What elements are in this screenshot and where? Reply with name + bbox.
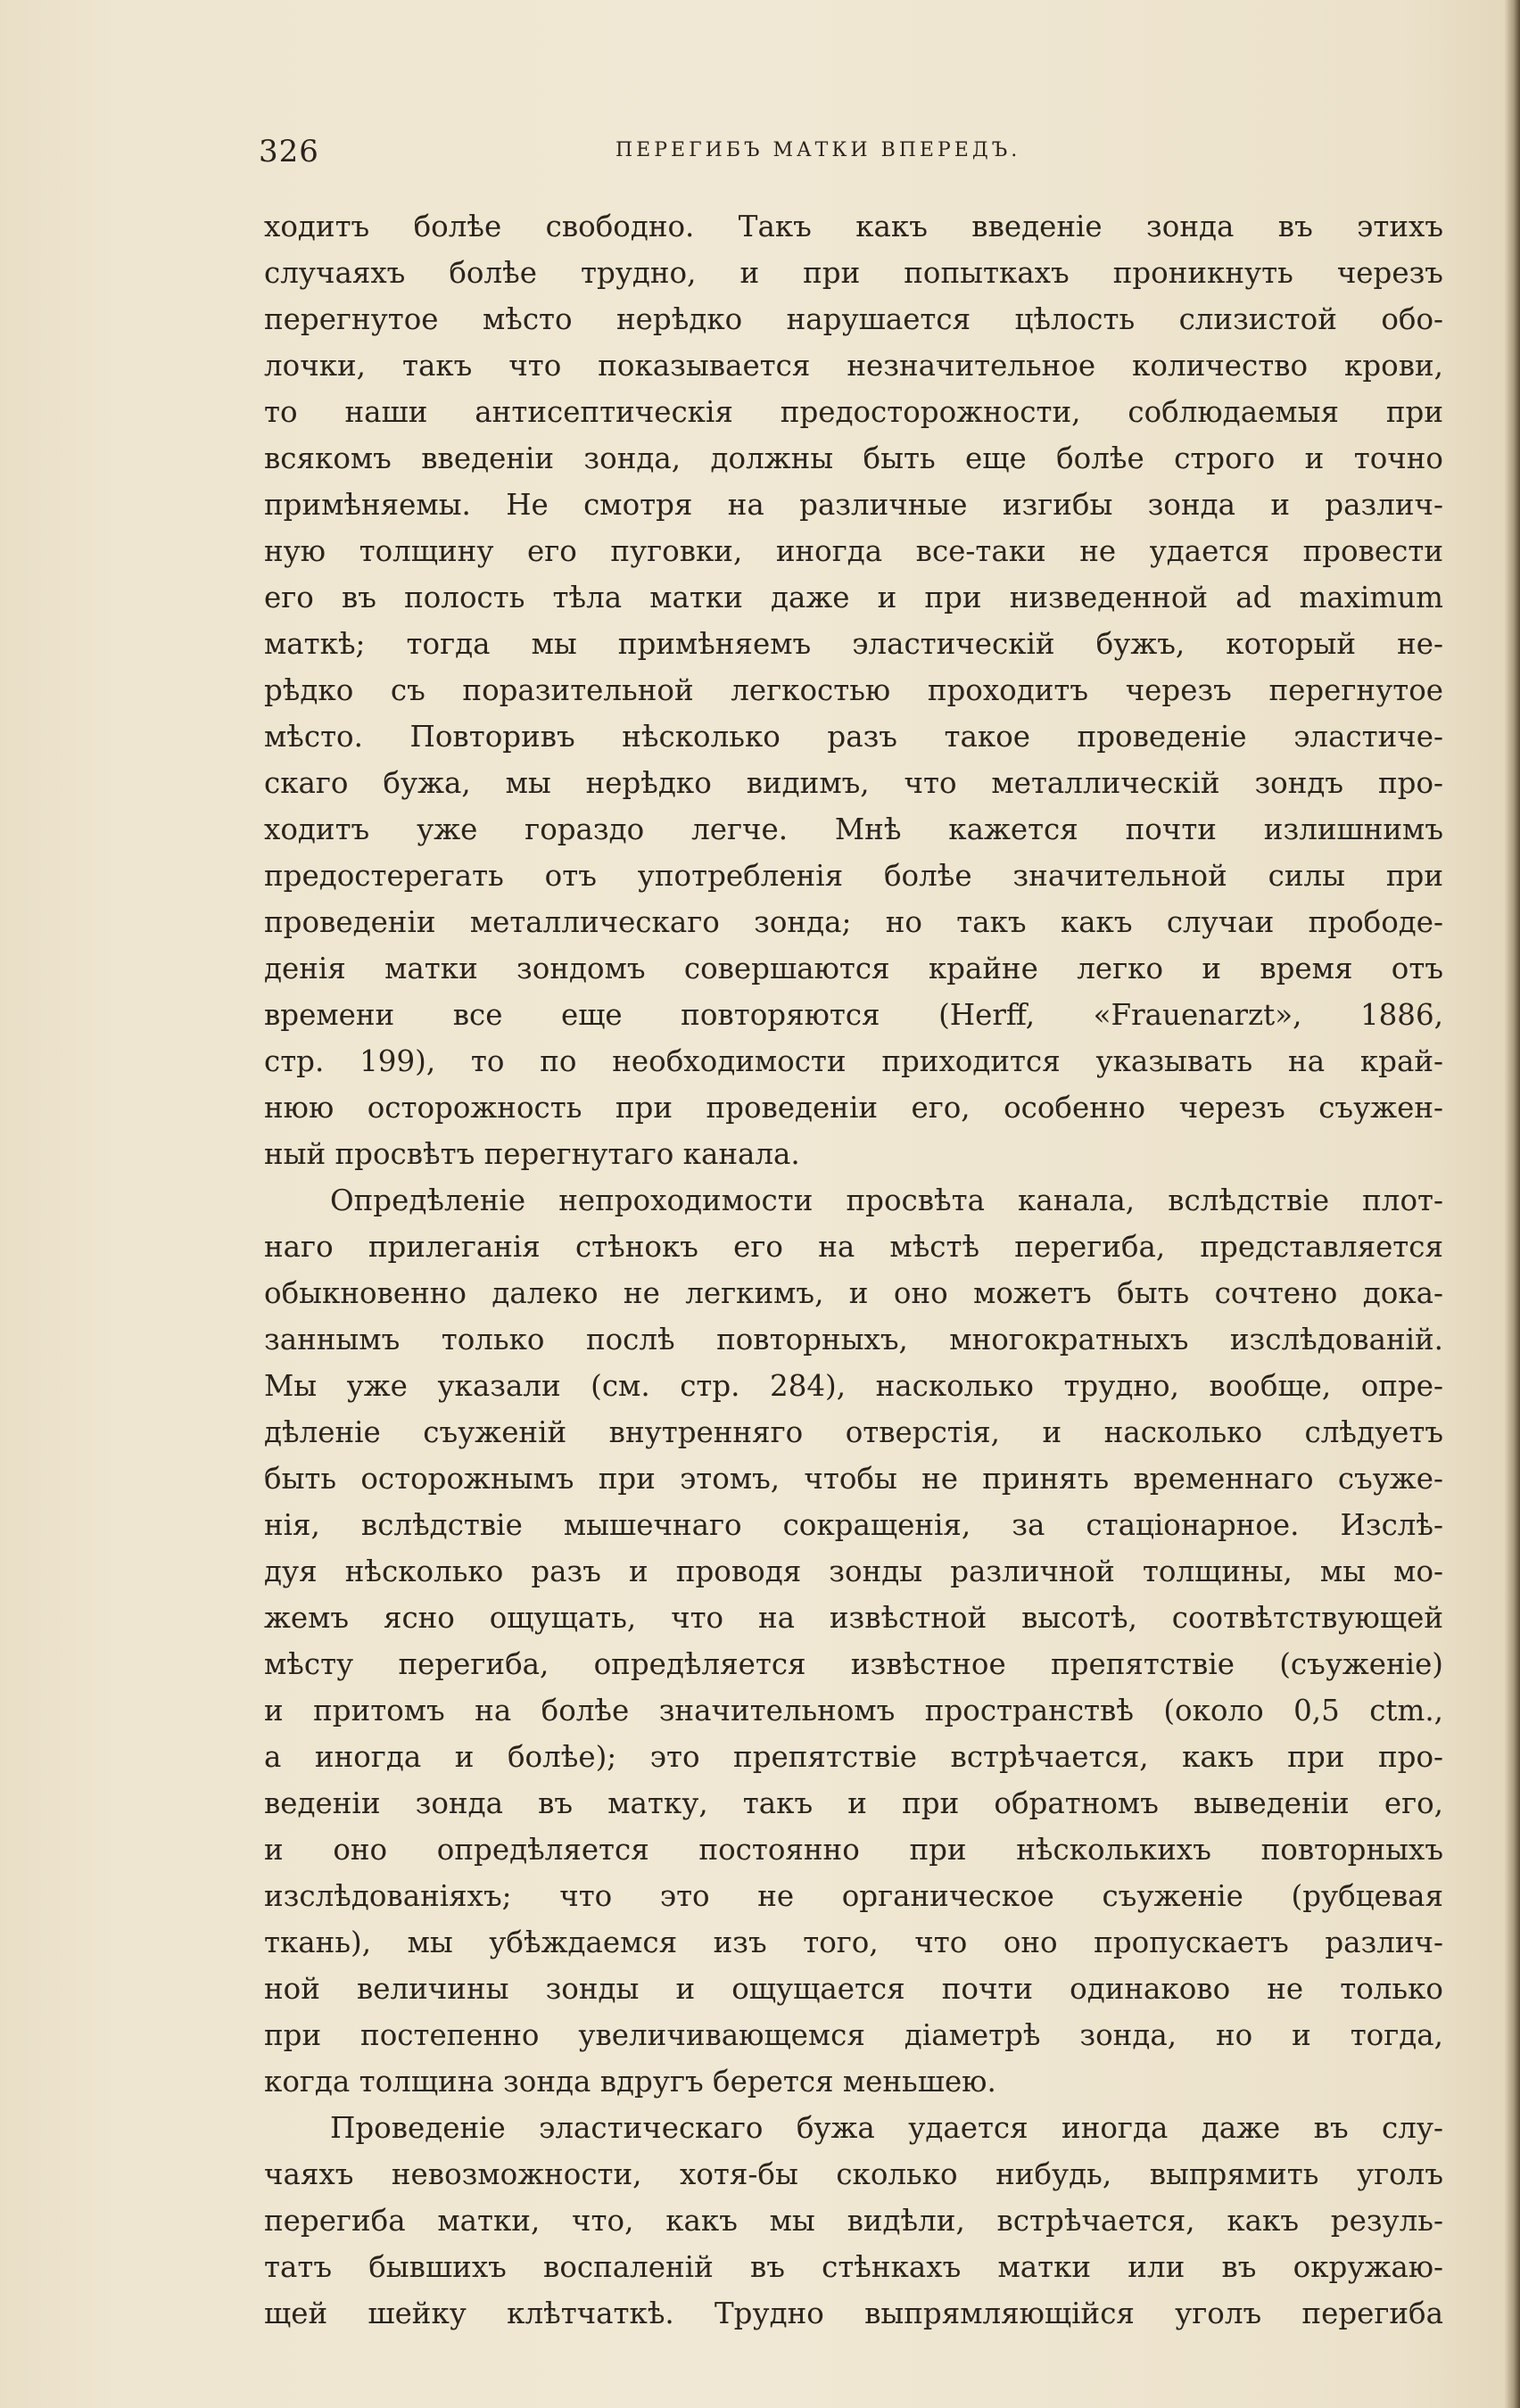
text-line: ную толщину его пуговки, иногда все-таки не удается провести (264, 534, 1443, 568)
text-line: жемъ ясно ощущать, что на извѣстной высотѣ, соотвѣтствующей (264, 1601, 1443, 1635)
text-line: маткѣ; тогда мы примѣняемъ эластическій бужъ, который не- (264, 627, 1443, 661)
text-line: времени все еще повторяются (Herff, «Frauenarzt», 1886, (264, 998, 1443, 1032)
text-line: Мы уже указали (см. стр. 284), насколько трудно, вообще, опре- (264, 1369, 1443, 1403)
text-line: ходитъ болѣе свободно. Такъ какъ введеніе зонда въ этихъ (264, 210, 1443, 243)
text-line: чаяхъ невозможности, хотя-бы сколько нибудь, выпрямить уголъ (264, 2157, 1443, 2191)
text-line: обыкновенно далеко не легкимъ, и оно можетъ быть сочтено дока- (264, 1276, 1443, 1310)
paragraph-start-line: Проведеніе эластическаго бужа удается иногда даже въ слу- (330, 2111, 1443, 2145)
text-line: ткань), мы убѣждаемся изъ того, что оно пропускаетъ различ- (264, 1926, 1443, 1959)
text-line: рѣдко съ поразительной легкостью проходитъ черезъ перегнутое (264, 673, 1443, 707)
text-line: дуя нѣсколько разъ и проводя зонды различной толщины, мы мо- (264, 1554, 1443, 1588)
text-line: веденіи зонда въ матку, такъ и при обратномъ выведеніи его, (264, 1786, 1443, 1820)
text-line: лочки, такъ что показывается незначительное количество крови, (264, 349, 1443, 383)
text-line: ный просвѣтъ перегнутаго канала. (264, 1137, 800, 1171)
text-line: перегнутое мѣсто нерѣдко нарушается цѣлость слизистой обо- (264, 302, 1443, 336)
text-line: заннымъ только послѣ повторныхъ, многократныхъ изслѣдованій. (264, 1323, 1443, 1357)
page-header (259, 134, 1445, 169)
text-line: примѣняемы. Не смотря на различные изгибы зонда и различ- (264, 488, 1443, 522)
page-number: 326 (259, 134, 319, 169)
text-line: татъ бывшихъ воспаленій въ стѣнкахъ матки или въ окружаю- (264, 2250, 1443, 2284)
text-line: нюю осторожность при проведеніи его, особенно черезъ съужен- (264, 1091, 1443, 1125)
text-line: денія матки зондомъ совершаются крайне легко и время отъ (264, 952, 1443, 985)
text-line: и притомъ на болѣе значительномъ пространствѣ (около 0,5 ctm., (264, 1694, 1443, 1728)
text-line: его въ полость тѣла матки даже и при низведенной ad maximum (264, 581, 1443, 614)
text-line: изслѣдованіяхъ; что это не органическое съуженіе (рубцевая (264, 1879, 1443, 1913)
text-line: то наши антисептическія предосторожности, соблюдаемыя при (264, 395, 1443, 429)
text-line: перегиба матки, что, какъ мы видѣли, встрѣчается, какъ резуль- (264, 2204, 1443, 2238)
text-line: случаяхъ болѣе трудно, и при попыткахъ проникнуть черезъ (264, 256, 1443, 290)
text-line: при постепенно увеличивающемся діаметрѣ зонда, но и тогда, (264, 2018, 1443, 2052)
text-line: скаго бужа, мы нерѣдко видимъ, что металлическій зондъ про- (264, 766, 1443, 800)
text-line: нія, вслѣдствіе мышечнаго сокращенія, за стаціонарное. Изслѣ- (264, 1508, 1443, 1542)
text-line: и оно опредѣляется постоянно при нѣсколькихъ повторныхъ (264, 1833, 1443, 1867)
text-line: предостерегать отъ употребленія болѣе значительной силы при (264, 859, 1443, 893)
text-line: ной величины зонды и ощущается почти одинаково не только (264, 1972, 1443, 2006)
page-edge-shadow (1504, 0, 1520, 2408)
text-line: щей шейку клѣтчаткѣ. Трудно выпрямляющійся уголъ перегиба (264, 2297, 1443, 2330)
text-line: проведеніи металлическаго зонда; но такъ какъ случаи прободе- (264, 905, 1443, 939)
paragraph-start-line: Опредѣленіе непроходимости просвѣта канала, вслѣдствіе плот- (330, 1183, 1443, 1217)
text-line: всякомъ введеніи зонда, должны быть еще болѣе строго и точно (264, 441, 1443, 475)
text-line: стр. 199), то по необходимости приходится указывать на край- (264, 1044, 1443, 1078)
text-line: быть осторожнымъ при этомъ, чтобы не принять временнаго съуже- (264, 1462, 1443, 1496)
text-line: дѣленіе съуженій внутренняго отверстія, и насколько слѣдуетъ (264, 1415, 1443, 1449)
text-line: а иногда и болѣе); это препятствіе встрѣчается, какъ при про- (264, 1740, 1443, 1774)
body-text (264, 203, 1443, 2337)
text-line: мѣсто. Повторивъ нѣсколько разъ такое проведеніе эластиче- (264, 720, 1443, 754)
text-line: когда толщина зонда вдругъ берется меньшею. (264, 2065, 996, 2099)
text-line: наго прилеганія стѣнокъ его на мѣстѣ перегиба, представляется (264, 1230, 1443, 1264)
text-line: мѣсту перегиба, опредѣляется извѣстное препятствіе (съуженіе) (264, 1647, 1443, 1681)
text-line: ходитъ уже гораздо легче. Мнѣ кажется почти излишнимъ (264, 812, 1443, 846)
running-head: ПЕРЕГИБЪ МАТКИ ВПЕРЕДЪ. (615, 139, 1021, 161)
